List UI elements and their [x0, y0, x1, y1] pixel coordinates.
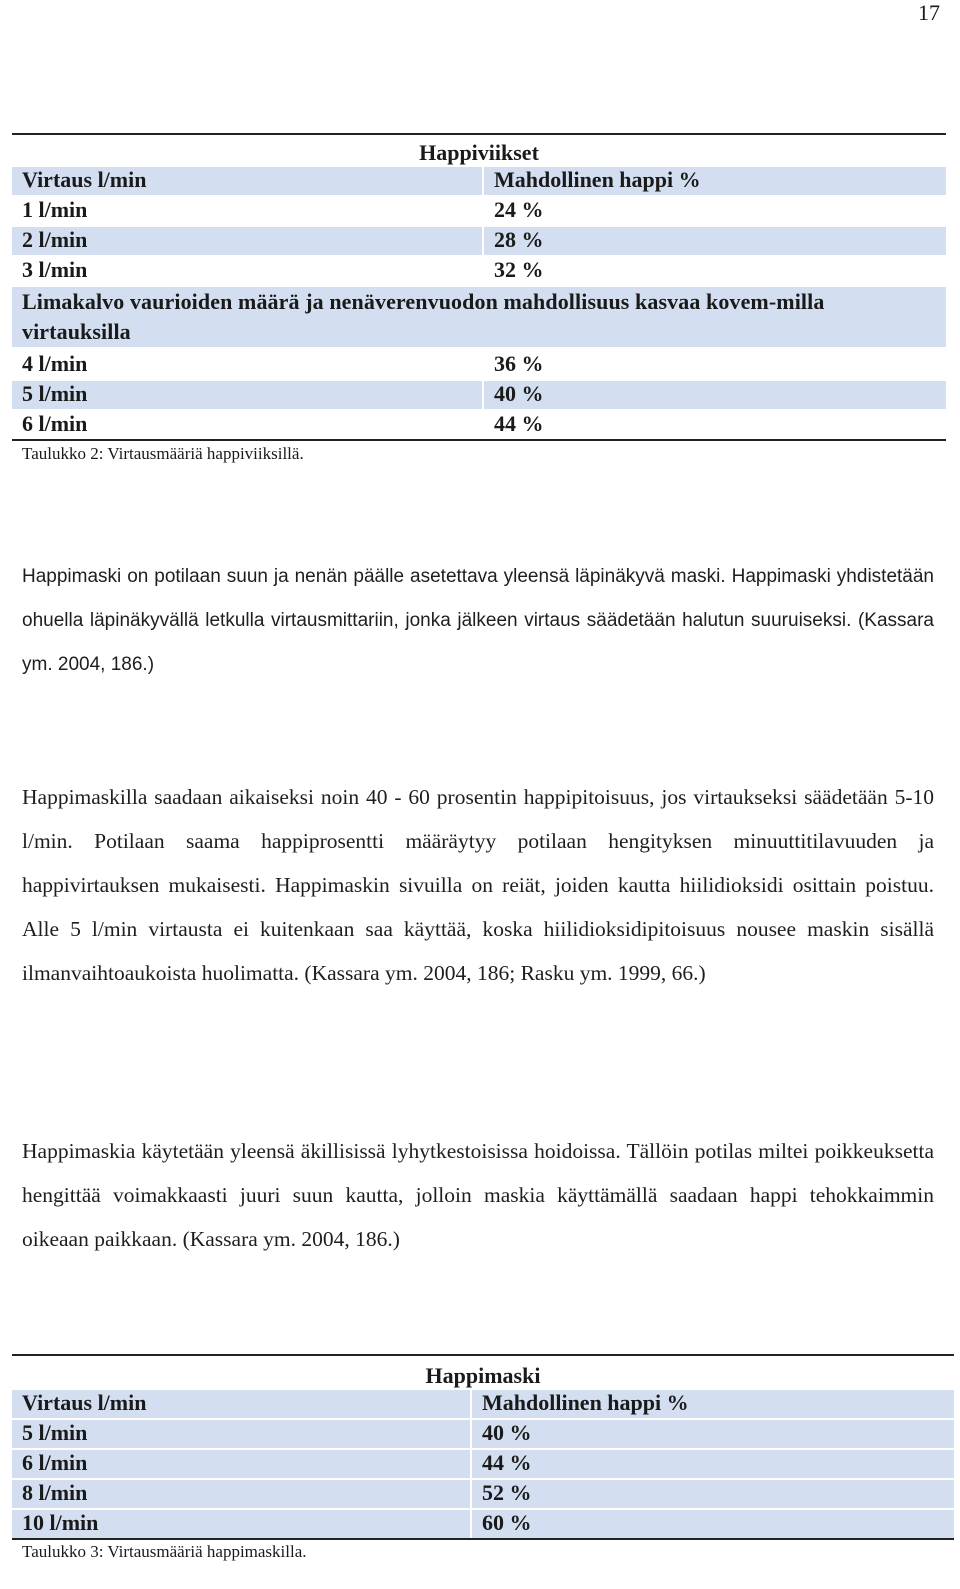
header-oxygen: Mahdollinen happi % — [472, 1390, 954, 1418]
oxygen-cannula-table — [12, 133, 946, 464]
paragraph-3: Happimaskia käytetään yleensä äkillisissä lyhytkestoisissa hoidoissa. Tällöin potilas miltei poikkeuksetta hengittää voimakkaasti juuri suun kautta, jolloin maskia käyttämällä saadaan happi tehokkaimmin oikeaan paikkaan. (Kassara ym. 2004, 186.) — [22, 1139, 934, 1251]
table-row — [12, 381, 946, 411]
table-header-row — [12, 1390, 954, 1420]
table-title: Happimaski — [425, 1363, 541, 1388]
cell-flow: 8 l/min — [12, 1480, 470, 1508]
header-flow: Virtaus l/min — [12, 1390, 470, 1418]
table-row — [12, 351, 946, 381]
cell-flow: 5 l/min — [12, 381, 482, 409]
table-row — [12, 227, 946, 257]
cell-flow: 5 l/min — [12, 1420, 470, 1448]
table-row — [12, 1420, 954, 1450]
header-flow: Virtaus l/min — [12, 167, 482, 195]
table-title: Happiviikset — [419, 140, 539, 165]
cell-oxygen: 60 % — [472, 1510, 954, 1538]
cell-flow: 6 l/min — [12, 411, 482, 439]
cell-flow: 3 l/min — [12, 257, 482, 285]
table-row — [12, 197, 946, 227]
table-row — [12, 1510, 954, 1540]
table-caption: Taulukko 3: Virtausmääriä happimaskilla. — [22, 1542, 307, 1561]
cell-oxygen: 28 % — [484, 227, 946, 255]
table-row — [12, 1480, 954, 1510]
cell-oxygen: 52 % — [472, 1480, 954, 1508]
cell-oxygen: 44 % — [472, 1450, 954, 1478]
cell-oxygen: 24 % — [484, 197, 946, 225]
cell-oxygen: 32 % — [484, 257, 946, 285]
cell-flow: 6 l/min — [12, 1450, 470, 1478]
table-header-row — [12, 167, 946, 197]
table-note-row: Limakalvo vaurioiden määrä ja nenäverenvuodon mahdollisuus kasvaa kovem-milla virtauksilla — [12, 287, 946, 349]
cell-flow: 10 l/min — [12, 1510, 470, 1538]
page-number: 17 — [918, 0, 940, 25]
table-row — [12, 257, 946, 287]
cell-oxygen: 36 % — [484, 351, 946, 379]
paragraph-1: Happimaski on potilaan suun ja nenän päälle asetettava yleensä läpinäkyvä maski. Happimaski yhdistetään ohuella läpinäkyvällä letkulla virtausmittariin, jonka jälkeen virtaus säädetään halutun suuruiseksi. (Kassara ym. 2004, 186.) — [22, 566, 934, 675]
oxygen-mask-table — [12, 1354, 954, 1562]
table-row — [12, 411, 946, 441]
cell-flow: 2 l/min — [12, 227, 482, 255]
table-caption: Taulukko 2: Virtausmääriä happiviiksillä. — [22, 444, 304, 463]
cell-flow: 4 l/min — [12, 351, 482, 379]
cell-oxygen: 40 % — [484, 381, 946, 409]
paragraph-2: Happimaskilla saadaan aikaiseksi noin 40 - 60 prosentin happipitoisuus, jos virtaukseksi säädetään 5-10 l/min. Potilaan saama happiprosentti määräytyy potilaan hengityksen minuuttitilavuuden ja happivirtauksen mukaisesti. Happimaskin sivuilla on reiät, joiden kautta hiilidioksidi osittain poistuu. Alle 5 l/min virtausta ei kuitenkaan saa käyttää, koska hiilidioksidipitoisuus nousee maskin sisällä ilmanvaihtoaukoista huolimatta. (Kassara ym. 2004, 186; Rasku ym. 1999, 66.) — [22, 785, 934, 985]
cell-oxygen: 40 % — [472, 1420, 954, 1448]
cell-oxygen: 44 % — [484, 411, 946, 439]
cell-flow: 1 l/min — [12, 197, 482, 225]
table-row — [12, 1450, 954, 1480]
header-oxygen: Mahdollinen happi % — [484, 167, 946, 195]
